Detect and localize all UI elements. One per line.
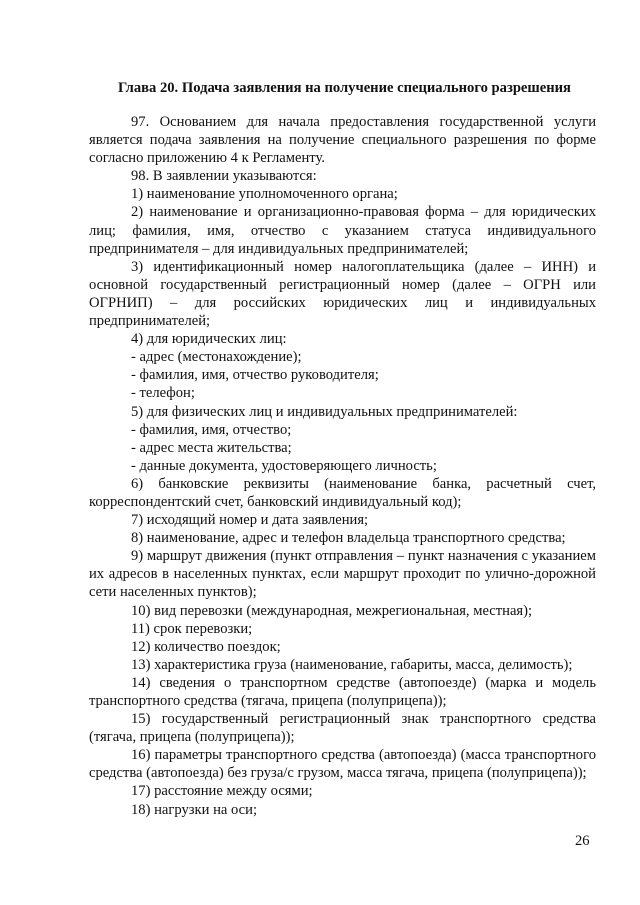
list-item-11: 11) срок перевозки; (131, 620, 253, 637)
sub-item-phone: - телефон; (131, 385, 195, 402)
list-item-5: 5) для физических лиц и индивидуальных предпринимателей: (131, 403, 518, 420)
list-item-3: 3) идентификационный номер налогоплательщика (далее – ИНН) и основной государственный регистрационный номер (далее – ОГРН или ОГРНИП) – для российских юридических лиц и индивидуальных предпринимателей; (89, 258, 596, 330)
chapter-heading: Глава 20. Подача заявления на получение специального разрешения (118, 80, 571, 96)
list-item-7: 7) исходящий номер и дата заявления; (131, 512, 369, 529)
paragraph-97: 97. Основанием для начала предоставления государственной услуги является подача заявления на получение специального разрешения по форме согласно приложению 4 к Регламенту. (89, 114, 596, 167)
sub-item-id-document: - данные документа, удостоверяющего личность; (131, 457, 437, 474)
sub-item-full-name: - фамилия, имя, отчество; (131, 421, 292, 438)
list-item-18: 18) нагрузки на оси; (131, 801, 258, 818)
list-item-10: 10) вид перевозки (международная, межрегиональная, местная); (131, 602, 533, 619)
list-item-13: 13) характеристика груза (наименование, габариты, масса, делимость); (131, 656, 573, 673)
sub-item-director-name: - фамилия, имя, отчество руководителя; (131, 367, 379, 384)
sub-item-residence: - адрес места жительства; (131, 439, 292, 456)
list-item-12: 12) количество поездок; (131, 638, 281, 655)
list-item-6: 6) банковские реквизиты (наименование банка, расчетный счет, корреспондентский счет, банковский индивидуальный код); (89, 475, 596, 510)
list-item-17: 17) расстояние между осями; (131, 783, 313, 800)
list-item-16: 16) параметры транспортного средства (автопоезда) (масса транспортного средства (автопоезда) без груза/с грузом, масса тягача, прицепа (полуприцепа)); (89, 747, 596, 782)
list-item-14: 14) сведения о транспортном средстве (автопоезде) (марка и модель транспортного средства (тягача, прицепа (полуприцепа)); (89, 674, 596, 709)
list-item-2: 2) наименование и организационно-правовая форма – для юридических лиц; фамилия, имя, отчество с указанием статуса индивидуального предпринимателя – для индивидуальных предпринимателей; (89, 204, 596, 257)
sub-item-address: - адрес (местонахождение); (131, 349, 302, 366)
page-number: 26 (575, 833, 590, 849)
list-item-8: 8) наименование, адрес и телефон владельца транспортного средства; (131, 530, 566, 547)
list-item-9: 9) маршрут движения (пункт отправления – пункт назначения с указанием их адресов в населенных пунктах, если маршрут проходит по улично-дорожной сети населенных пунктов); (89, 548, 596, 601)
list-item-4: 4) для юридических лиц: (131, 331, 287, 348)
paragraph-98: 98. В заявлении указываются: (131, 168, 317, 185)
document-body (89, 113, 596, 819)
list-item-15: 15) государственный регистрационный знак транспортного средства (тягача, прицепа (полуприцепа)); (89, 711, 596, 746)
list-item-1: 1) наименование уполномоченного органа; (131, 186, 398, 203)
